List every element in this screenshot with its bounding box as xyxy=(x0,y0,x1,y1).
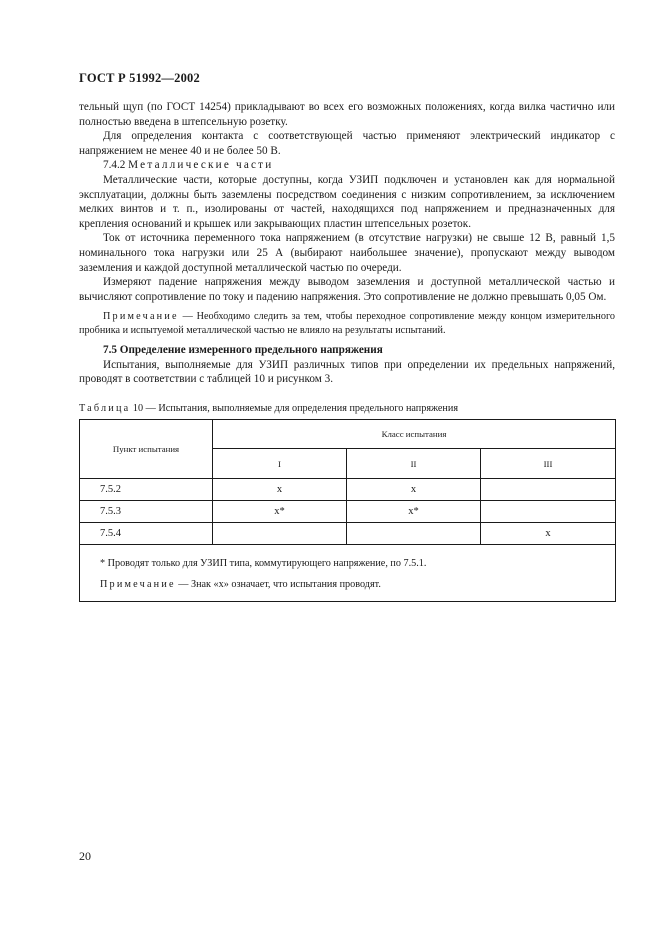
row-cell: x* xyxy=(213,501,347,523)
table-notes xyxy=(80,545,616,602)
class-header-1: I xyxy=(213,449,347,479)
table-footnote: * Проводят только для УЗИП типа, коммутирующего напряжение, по 7.5.1. xyxy=(100,558,427,569)
paragraph-current-source: Ток от источника переменного тока напряжением (в отсутствие нагрузки) не свыше 12 В, равный 1,5 номинального тока нагрузки или 25 А (выбирают наибольшее значение), пропускают между выводом заземления и каждой доступной металлической частью по очереди. xyxy=(79,232,615,274)
paragraph-resistance: Измеряют падение напряжения между выводом заземления и доступной металлической частью и вычисляют сопротивление по току и падению напряжения. Это сопротивление не должно превышать 0,05 Ом. xyxy=(79,276,615,303)
body-text xyxy=(79,100,615,387)
document-id: ГОСТ Р 51992—2002 xyxy=(79,71,200,85)
row-item: 7.5.2 xyxy=(80,479,213,501)
table-header-row xyxy=(80,420,616,449)
subsection-heading xyxy=(79,158,615,173)
table-caption xyxy=(79,403,458,414)
row-cell xyxy=(213,523,347,545)
row-cell: x xyxy=(213,479,347,501)
table-footer-row xyxy=(80,545,616,602)
row-item: 7.5.3 xyxy=(80,501,213,523)
row-cell xyxy=(347,523,481,545)
table-note-label: Примечание xyxy=(100,579,176,590)
subsection-title: Металлические части xyxy=(128,159,274,172)
header-test-class: Класс испытания xyxy=(213,420,616,449)
table-note xyxy=(100,574,605,595)
table-caption-label: Таблица xyxy=(79,403,131,414)
note-text: — Необходимо следить за тем, чтобы переходное сопротивление между концом измерительного пробника и испытуемой металлической частью не влияло на результаты испытаний. xyxy=(79,311,615,336)
note-probe xyxy=(79,310,615,337)
table-row xyxy=(80,523,616,545)
header-test-item: Пункт испытания xyxy=(80,420,213,479)
class-header-2: II xyxy=(347,449,481,479)
row-cell: x xyxy=(481,523,616,545)
table-row xyxy=(80,501,616,523)
row-item: 7.5.4 xyxy=(80,523,213,545)
row-cell xyxy=(481,501,616,523)
paragraph-tests: Испытания, выполняемые для УЗИП различных типов при определении их предельных напряжений, проводят в соответствии с таблицей 10 и рисунком 3. xyxy=(79,358,615,386)
section-heading: 7.5 Определение измеренного предельного напряжения xyxy=(103,344,383,357)
paragraph-metal-parts: Металлические части, которые доступны, когда УЗИП подключен и установлен как для нормальной эксплуатации, должны быть заземлены посредством соединения с низким сопротивлением, за исключением мелких винтов и т. п., изолированы от частей, находящихся под напряжением и предназначенных для крепления оснований и крышек или закрывающих пластин штепсельных розеток. xyxy=(79,173,615,230)
row-cell xyxy=(481,479,616,501)
page-number: 20 xyxy=(79,849,91,863)
note-label: Примечание xyxy=(103,311,179,323)
paragraph-continuation: тельный щуп (по ГОСТ 14254) прикладывают во всех его возможных положениях, когда вилка частично или полностью введена в штепсельную розетку. xyxy=(79,101,615,128)
class-header-3: III xyxy=(481,449,616,479)
row-cell: x* xyxy=(347,501,481,523)
row-cell: x xyxy=(347,479,481,501)
subsection-number: 7.4.2 xyxy=(103,159,126,172)
tests-table xyxy=(79,419,616,602)
table-note-text: — Знак «x» означает, что испытания проводят. xyxy=(175,579,381,590)
table-row xyxy=(80,479,616,501)
paragraph-indicator: Для определения контакта с соответствующей частью применяют электрический индикатор с напряжением не менее 40 и не более 50 В. xyxy=(79,130,615,157)
table-caption-text: 10 — Испытания, выполняемые для определения предельного напряжения xyxy=(130,403,459,414)
